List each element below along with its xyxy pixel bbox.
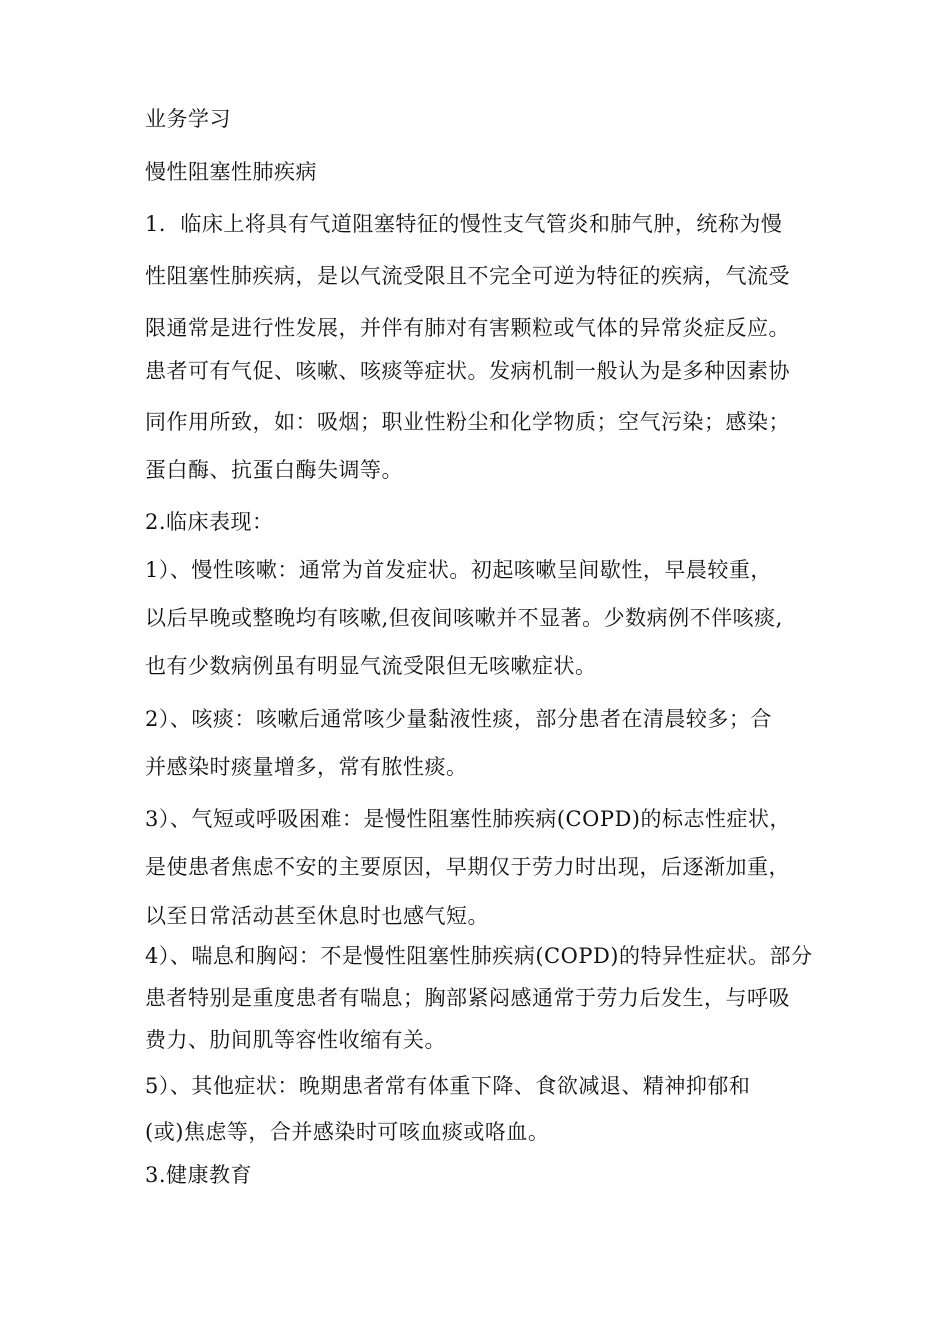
paragraph-line: 患者可有气促、咳嗽、咳痰等症状。发病机制一般认为是多种因素协 bbox=[145, 359, 790, 383]
paragraph-line: 是使患者焦虑不安的主要原因，早期仅于劳力时出现，后逐渐加重， bbox=[145, 855, 790, 879]
section-heading: 3.健康教育 bbox=[145, 1163, 253, 1187]
document-heading: 业务学习 bbox=[145, 107, 231, 131]
paragraph-line: 5）、其他症状：晚期患者常有体重下降、食欲减退、精神抑郁和 bbox=[145, 1074, 751, 1098]
paragraph-line: 3）、气短或呼吸困难：是慢性阻塞性肺疾病(COPD)的标志性症状， bbox=[145, 807, 791, 831]
paragraph-line: 1．临床上将具有气道阻塞特征的慢性支气管炎和肺气肿，统称为慢 bbox=[145, 212, 783, 236]
section-heading: 2.临床表现： bbox=[145, 510, 274, 534]
paragraph-line: 1）、慢性咳嗽：通常为首发症状。初起咳嗽呈间歇性，早晨较重， bbox=[145, 558, 772, 582]
paragraph-line: 蛋白酶、抗蛋白酶失调等。 bbox=[145, 458, 403, 482]
paragraph-line: 患者特别是重度患者有喘息；胸部紧闷感通常于劳力后发生，与呼吸 bbox=[145, 986, 790, 1010]
paragraph-line: 2）、咳痰：咳嗽后通常咳少量黏液性痰，部分患者在清晨较多；合 bbox=[145, 707, 772, 731]
document-topic: 慢性阻塞性肺疾病 bbox=[145, 160, 317, 184]
paragraph-line: (或)焦虑等，合并感染时可咳血痰或咯血。 bbox=[145, 1120, 550, 1144]
paragraph-line: 费力、肋间肌等容性收缩有关。 bbox=[145, 1028, 446, 1052]
paragraph-line: 性阻塞性肺疾病，是以气流受限且不完全可逆为特征的疾病，气流受 bbox=[145, 264, 790, 288]
paragraph-line: 4）、喘息和胸闷：不是慢性阻塞性肺疾病(COPD)的特异性症状。部分 bbox=[145, 944, 813, 968]
paragraph-line: 同作用所致，如：吸烟；职业性粉尘和化学物质；空气污染；感染； bbox=[145, 410, 790, 434]
paragraph-line: 以至日常活动甚至休息时也感气短。 bbox=[145, 904, 489, 928]
paragraph-line: 并感染时痰量增多，常有脓性痰。 bbox=[145, 755, 468, 779]
paragraph-line: 以后早晚或整晚均有咳嗽,但夜间咳嗽并不显著。少数病例不伴咳痰, bbox=[145, 606, 783, 630]
paragraph-line: 也有少数病例虽有明显气流受限但无咳嗽症状。 bbox=[145, 654, 597, 678]
paragraph-line: 限通常是进行性发展，并伴有肺对有害颗粒或气体的异常炎症反应。 bbox=[145, 316, 790, 340]
